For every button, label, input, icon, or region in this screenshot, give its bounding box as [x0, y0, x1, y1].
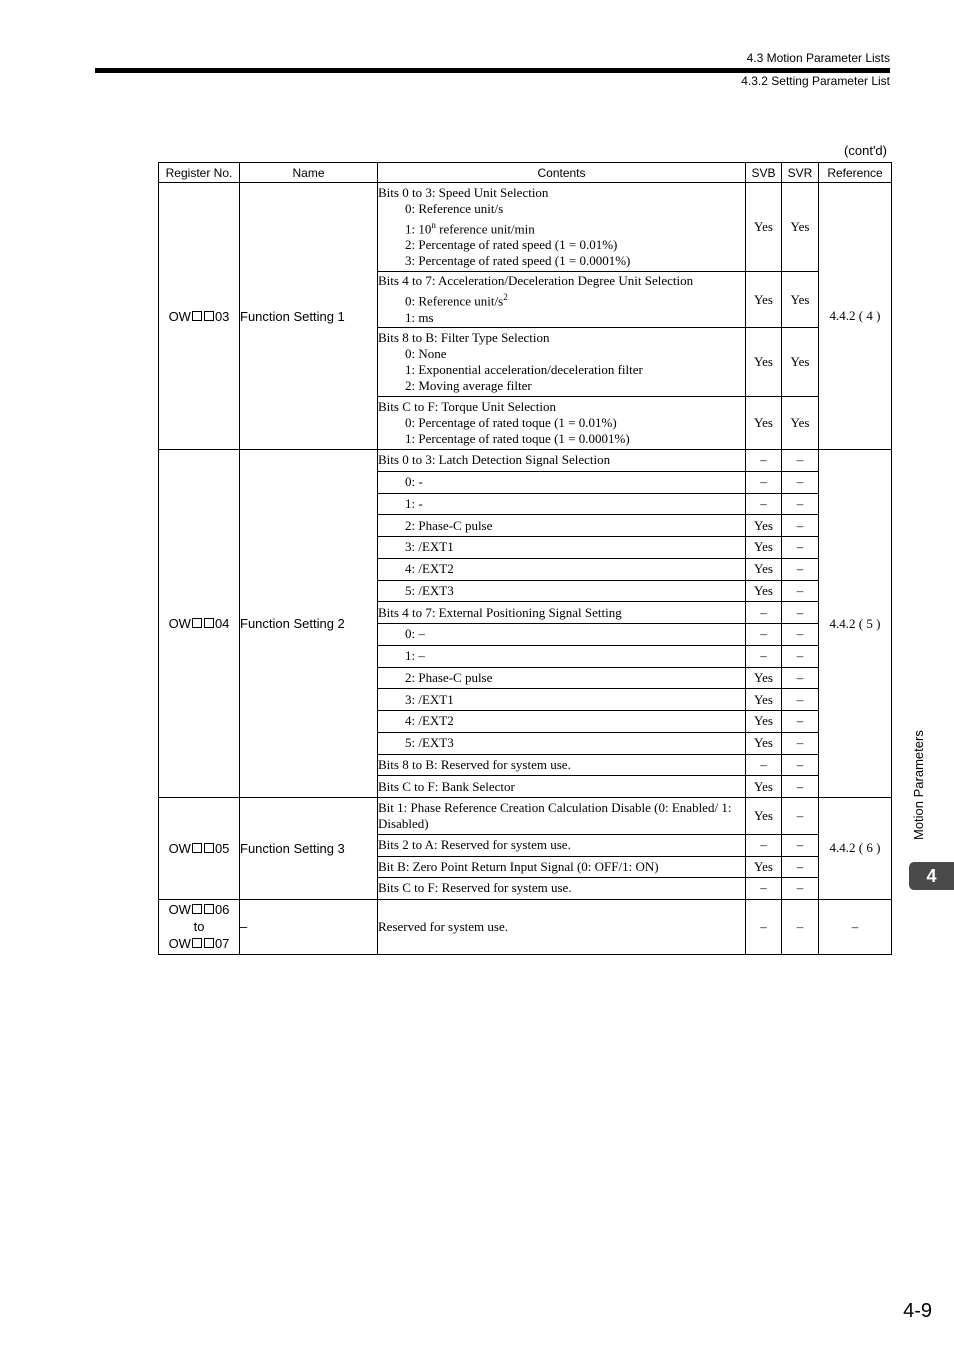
svr-cell: –: [782, 515, 819, 537]
svb-cell: Yes: [746, 798, 782, 835]
contents-cell: Bits 0 to 3: Latch Detection Signal Selection: [378, 450, 746, 472]
contents-cell: Bits C to F: Reserved for system use.: [378, 878, 746, 900]
svb-cell: Yes: [746, 558, 782, 580]
svr-cell: –: [782, 645, 819, 667]
svb-cell: Yes: [746, 667, 782, 689]
contents-cell: Bits 0 to 3: Speed Unit Selection 0: Reference unit/s 1: 10$^n$ reference unit/min 2: Percentage of rated speed (1 = 0.01%) 3: Percentage of rated speed (1 = 0.0001%): [378, 183, 746, 272]
placeholder-box-icon: [204, 938, 214, 948]
svr-cell: –: [782, 878, 819, 900]
contents-cell: 2: Phase-C pulse: [378, 515, 746, 537]
svr-cell: –: [782, 711, 819, 733]
name-cell: Function Setting 3: [240, 798, 378, 900]
header-section: 4.3 Motion Parameter Lists: [746, 51, 890, 65]
table-header-row: [159, 163, 892, 183]
svb-cell: Yes: [746, 776, 782, 798]
svb-cell: –: [746, 754, 782, 776]
contents-cell: Bit B: Zero Point Return Input Signal (0: OFF/1: ON): [378, 856, 746, 878]
contents-cell: Bits C to F: Torque Unit Selection 0: Percentage of rated toque (1 = 0.01%) 1: Percentage of rated toque (1 = 0.0001%): [378, 397, 746, 450]
svr-cell: –: [782, 537, 819, 559]
header-subsection: 4.3.2 Setting Parameter List: [741, 74, 890, 88]
svr-cell: –: [782, 471, 819, 493]
reference-cell: –: [819, 899, 892, 954]
svb-cell: Yes: [746, 515, 782, 537]
name-cell: Function Setting 2: [240, 450, 378, 798]
reference-cell: 4.4.2 ( 5 ): [819, 450, 892, 798]
side-chapter-label: Motion Parameters: [911, 730, 926, 840]
register-cell: OW 04: [159, 450, 240, 798]
placeholder-box-icon: [192, 843, 202, 853]
svb-cell: Yes: [746, 732, 782, 754]
contd-label: (cont'd): [844, 143, 887, 158]
register-cell: OW 06 to OW 07: [159, 899, 240, 954]
page-number: 4-9: [903, 1300, 932, 1322]
svr-cell: –: [782, 776, 819, 798]
svr-cell: Yes: [782, 183, 819, 272]
table-row: [159, 899, 892, 954]
contents-cell: 3: /EXT1: [378, 689, 746, 711]
svb-cell: –: [746, 450, 782, 472]
col-contents: Contents: [378, 163, 746, 183]
svb-cell: –: [746, 899, 782, 954]
col-svb: SVB: [746, 163, 782, 183]
svb-cell: –: [746, 624, 782, 646]
contents-cell: Bits C to F: Bank Selector: [378, 776, 746, 798]
svr-cell: Yes: [782, 397, 819, 450]
col-reference: Reference: [819, 163, 892, 183]
placeholder-box-icon: [204, 843, 214, 853]
svb-cell: Yes: [746, 328, 782, 397]
svr-cell: –: [782, 558, 819, 580]
register-cell: OW 03: [159, 183, 240, 450]
svb-cell: Yes: [746, 272, 782, 328]
svr-cell: –: [782, 856, 819, 878]
placeholder-box-icon: [192, 618, 202, 628]
contents-cell: 1: -: [378, 493, 746, 515]
svr-cell: –: [782, 835, 819, 857]
svb-cell: Yes: [746, 689, 782, 711]
svr-cell: Yes: [782, 328, 819, 397]
svr-cell: –: [782, 798, 819, 835]
svb-cell: –: [746, 602, 782, 624]
reference-cell: 4.4.2 ( 4 ): [819, 183, 892, 450]
svb-cell: –: [746, 493, 782, 515]
name-cell: –: [240, 899, 378, 954]
contents-cell: Bits 4 to 7: External Positioning Signal Setting: [378, 602, 746, 624]
contents-cell: 5: /EXT3: [378, 580, 746, 602]
svr-cell: –: [782, 667, 819, 689]
placeholder-box-icon: [192, 938, 202, 948]
contents-cell: Bits 8 to B: Reserved for system use.: [378, 754, 746, 776]
chapter-tab: 4: [909, 862, 954, 890]
register-cell: OW 05: [159, 798, 240, 900]
contents-cell: 4: /EXT2: [378, 711, 746, 733]
contents-cell: 0: -: [378, 471, 746, 493]
svb-cell: Yes: [746, 183, 782, 272]
contents-cell: Bits 8 to B: Filter Type Selection 0: None 1: Exponential acceleration/deceleration filter 2: Moving average filter: [378, 328, 746, 397]
contents-cell: 4: /EXT2: [378, 558, 746, 580]
placeholder-box-icon: [204, 618, 214, 628]
contents-cell: Bit 1: Phase Reference Creation Calculation Disable (0: Enabled/ 1: Disabled): [378, 798, 746, 835]
svr-cell: –: [782, 580, 819, 602]
svr-cell: –: [782, 899, 819, 954]
svb-cell: Yes: [746, 711, 782, 733]
col-svr: SVR: [782, 163, 819, 183]
contents-cell: Bits 2 to A: Reserved for system use.: [378, 835, 746, 857]
contents-cell: Bits 4 to 7: Acceleration/Deceleration Degree Unit Selection 0: Reference unit/$s^2$ 1: ms: [378, 272, 746, 328]
name-cell: Function Setting 1: [240, 183, 378, 450]
svr-cell: Yes: [782, 272, 819, 328]
placeholder-box-icon: [204, 904, 214, 914]
svr-cell: –: [782, 754, 819, 776]
reference-cell: 4.4.2 ( 6 ): [819, 798, 892, 900]
svr-cell: –: [782, 732, 819, 754]
contents-cell: Reserved for system use.: [378, 899, 746, 954]
contents-cell: 5: /EXT3: [378, 732, 746, 754]
placeholder-box-icon: [192, 904, 202, 914]
col-name: Name: [240, 163, 378, 183]
svb-cell: –: [746, 645, 782, 667]
contents-cell: 0: –: [378, 624, 746, 646]
table-row: [159, 450, 892, 472]
contents-cell: 2: Phase-C pulse: [378, 667, 746, 689]
svr-cell: –: [782, 450, 819, 472]
svb-cell: Yes: [746, 856, 782, 878]
svr-cell: –: [782, 602, 819, 624]
svr-cell: –: [782, 493, 819, 515]
placeholder-box-icon: [204, 311, 214, 321]
contents-cell: 1: –: [378, 645, 746, 667]
svr-cell: –: [782, 689, 819, 711]
placeholder-box-icon: [192, 311, 202, 321]
svb-cell: –: [746, 835, 782, 857]
svb-cell: –: [746, 471, 782, 493]
contents-cell: 3: /EXT1: [378, 537, 746, 559]
svb-cell: –: [746, 878, 782, 900]
table-row: [159, 183, 892, 272]
col-register: Register No.: [159, 163, 240, 183]
parameter-table: [158, 162, 892, 955]
svb-cell: Yes: [746, 580, 782, 602]
svb-cell: Yes: [746, 397, 782, 450]
svr-cell: –: [782, 624, 819, 646]
svb-cell: Yes: [746, 537, 782, 559]
header-rule: [95, 68, 890, 73]
table-row: [159, 798, 892, 835]
